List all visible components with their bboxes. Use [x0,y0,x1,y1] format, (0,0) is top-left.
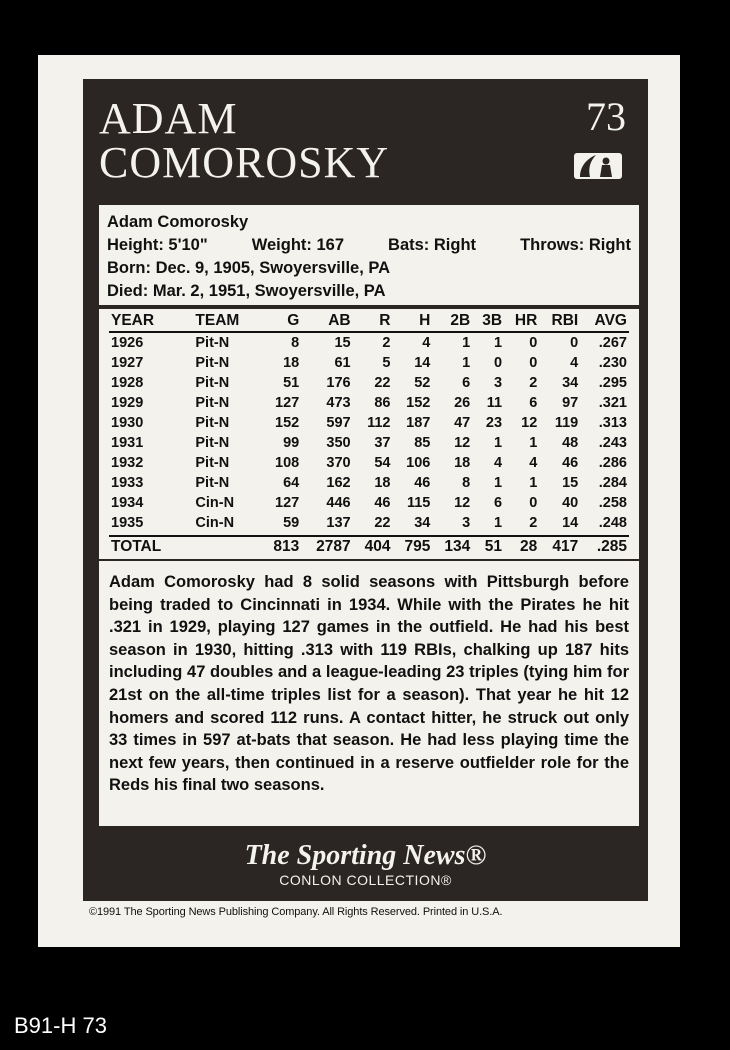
stats-cell: 1935 [111,515,144,531]
stats-cell: 115 [406,495,431,511]
stats-cell: Cin-N [195,495,235,511]
stats-cell: 85 [414,435,431,451]
stats-cell: Pit-N [195,355,230,371]
stats-cell: 1 [462,355,471,371]
stats-row [109,473,629,493]
copyright-line: ©1991 The Sporting News Publishing Company. All Rights Reserved. Printed in U.S.A. [89,906,503,918]
bio-died [107,280,631,303]
stats-total-row [109,536,629,557]
header-cell: 3B [472,311,504,332]
stats-cell: 473 [326,395,351,411]
stats-total-cell: 2787 [301,536,352,557]
stats-cell: 597 [326,415,351,431]
stats-cell: 64 [283,475,300,491]
stats-cell: 1 [493,475,503,491]
stats-cell: 0 [529,335,538,351]
stats-row [109,493,629,513]
bio-box [99,205,639,305]
stats-total-cell: 417 [539,536,580,557]
stats-cell: 127 [275,495,300,511]
stats-cell: 370 [326,455,351,471]
stats-cell: .284 [598,475,627,491]
stats-cell: 1 [529,475,538,491]
stats-cell: 11 [486,395,503,411]
player-last-name: COMOROSKY [99,138,390,187]
stats-cell: 187 [406,415,431,431]
stats-cell: 1933 [111,475,144,491]
player-name [99,94,390,187]
stats-cell: 0 [570,335,579,351]
stats-cell: .313 [598,415,627,431]
stats-cell: 34 [562,375,579,391]
header-cell: 2B [432,311,472,332]
header-cell: H [393,311,433,332]
stats-cell: 97 [562,395,579,411]
stats-cell: 12 [454,495,471,511]
stats-row [109,413,629,433]
stats-total-cell: 51 [472,536,504,557]
stats-body [109,332,629,557]
stats-cell: Pit-N [195,335,230,351]
stats-cell: 18 [454,455,471,471]
stats-total-cell: .285 [580,536,629,557]
stats-cell: 37 [374,435,391,451]
stats-cell: 18 [283,355,300,371]
stats-cell: 51 [283,375,300,391]
stats-cell: 4 [493,455,503,471]
throws-text: Throws: Right [520,236,631,254]
stats-cell: 6 [529,395,538,411]
stats-cell: 59 [283,515,300,531]
card-number: 73 [586,94,626,139]
stats-cell: 6 [462,375,471,391]
stats-cell: 152 [406,395,431,411]
stats-box [99,309,639,559]
stats-cell: 4 [529,455,538,471]
baseball-card-back [38,55,680,947]
stats-cell: 4 [570,355,579,371]
stats-cell: 99 [283,435,300,451]
stats-cell: 446 [326,495,351,511]
height-text: Height: 5'10" [107,236,208,254]
stats-cell: 112 [367,415,391,431]
stats-cell: 6 [493,495,503,511]
stats-cell: 12 [521,415,538,431]
stats-cell: 119 [554,415,579,431]
stats-cell: 46 [562,455,579,471]
stats-header-row [109,311,629,332]
stats-total-cell: 404 [353,536,393,557]
stats-row [109,332,629,353]
stats-row [109,373,629,393]
header-cell: RBI [539,311,580,332]
stats-cell: 0 [529,355,538,371]
stats-cell: 106 [406,455,431,471]
stats-cell: 176 [326,375,351,391]
stats-cell: 48 [562,435,579,451]
stats-cell: 1 [493,435,503,451]
header-cell: AVG [580,311,629,332]
stats-table [109,311,629,557]
publisher-brand [83,839,648,887]
stats-total-cell: 795 [393,536,433,557]
stats-cell: 61 [334,355,351,371]
born-text: Born: Dec. 9, 1905, Swoyersville, PA [107,259,391,277]
died-text: Died: Mar. 2, 1951, Swoyersville, PA [107,282,386,300]
stats-cell: 1928 [111,375,144,391]
stats-cell: 22 [374,375,391,391]
stats-row [109,393,629,413]
header-cell: TEAM [181,311,261,332]
stats-cell: 2 [529,515,538,531]
stats-cell: 4 [422,335,431,351]
stats-row [109,453,629,473]
brand-title: The Sporting News® [244,840,487,871]
player-first-name: ADAM [99,94,238,143]
stats-cell: 23 [485,415,503,431]
stats-cell: 26 [454,395,471,411]
stats-total-cell: 134 [432,536,472,557]
bio-born [107,257,631,280]
stats-cell: 1 [493,335,503,351]
mlb-logo-icon [566,147,630,187]
stats-cell: 1926 [111,335,144,351]
stats-cell: 1934 [111,495,144,511]
stats-cell: 137 [326,515,351,531]
stats-row [109,513,629,536]
listing-tag: B91-H 73 [14,1013,107,1038]
stats-cell: Pit-N [195,375,230,391]
stats-cell: 8 [291,335,300,351]
stats-cell: 54 [374,455,391,471]
stats-row [109,433,629,453]
stats-cell: .295 [598,375,627,391]
stats-cell: 2 [382,335,391,351]
stats-cell: 34 [414,515,431,531]
stats-cell: .230 [598,355,627,371]
stats-total-cell [181,536,261,557]
stats-cell: 14 [414,355,431,371]
stats-row [109,353,629,373]
stats-cell: 0 [493,355,503,371]
stats-cell: Pit-N [195,435,230,451]
stats-cell: 152 [275,415,300,431]
stats-cell: 15 [334,335,351,351]
stats-cell: 1 [529,435,538,451]
weight-text: Weight: 167 [251,236,345,254]
stats-cell: 52 [414,375,431,391]
stats-cell: .286 [598,455,627,471]
stats-cell: .321 [598,395,627,411]
stats-cell: 1932 [111,455,144,471]
stats-cell: Pit-N [195,415,230,431]
stats-cell: 12 [454,435,471,451]
header-cell: YEAR [109,311,181,332]
stats-total-cell: 28 [504,536,539,557]
stats-cell: 22 [374,515,391,531]
stats-cell: .248 [598,515,627,531]
header-cell: HR [504,311,539,332]
stats-cell: Cin-N [195,515,235,531]
stats-cell: 3 [493,375,503,391]
stats-total-cell: TOTAL [109,536,181,557]
stats-cell: 46 [414,475,431,491]
stats-cell: 8 [462,475,471,491]
stats-cell: 1 [462,335,471,351]
bio-full-name [107,211,631,234]
stats-cell: 15 [562,475,579,491]
stats-cell: 14 [562,515,579,531]
stats-cell: 162 [326,475,351,491]
stats-cell: .267 [598,335,627,351]
stats-cell: .243 [598,435,627,451]
full-name-text: Adam Comorosky [107,213,249,231]
brand-subtitle: CONLON COLLECTION® [279,872,452,888]
stats-cell: Pit-N [195,395,230,411]
bio-measurements [107,234,631,257]
stats-cell: 3 [462,515,471,531]
stats-cell: 5 [382,355,391,371]
stats-cell: 1930 [111,415,144,431]
stats-cell: 46 [374,495,391,511]
stats-cell: 1927 [111,355,144,371]
stats-cell: 1 [493,515,503,531]
stats-cell: 108 [275,455,300,471]
stats-cell: 1929 [111,395,144,411]
header-cell: R [353,311,393,332]
stats-cell: 0 [529,495,538,511]
stats-cell: 127 [275,395,300,411]
card-dark-panel [83,79,648,901]
stats-total-cell: 813 [261,536,301,557]
bats-text: Bats: Right [388,236,477,254]
stats-cell: 2 [529,375,538,391]
stats-cell: Pit-N [195,455,230,471]
stats-cell: 1931 [111,435,144,451]
career-description: Adam Comorosky had 8 solid seasons with Pittsburgh before being traded to Cincinnati in 1934. While with the Pirates he hit .321 in 1929, playing 127 games in the outfield. He had his best season in 1930, hitting .313 with 119 RBIs, chalking up 187 hits including 47 doubles and a league-leading 23 triples (tying him for 21st on the all-time triples list for a season). That year he hit 12 homers and scored 112 runs. A contact hitter, he struck out only 33 times in 597 at-bats that season. He had less playing time the next few years, then continued in a reserve outfielder role for the Reds his final two seasons. [99,561,639,826]
stats-cell: 40 [562,495,579,511]
stats-cell: 47 [454,415,471,431]
header-cell: AB [301,311,352,332]
stats-cell: 86 [374,395,391,411]
header-cell: G [261,311,301,332]
stats-cell: .258 [598,495,627,511]
stats-cell: 350 [326,435,351,451]
stats-cell: 18 [374,475,391,491]
stats-cell: Pit-N [195,475,230,491]
